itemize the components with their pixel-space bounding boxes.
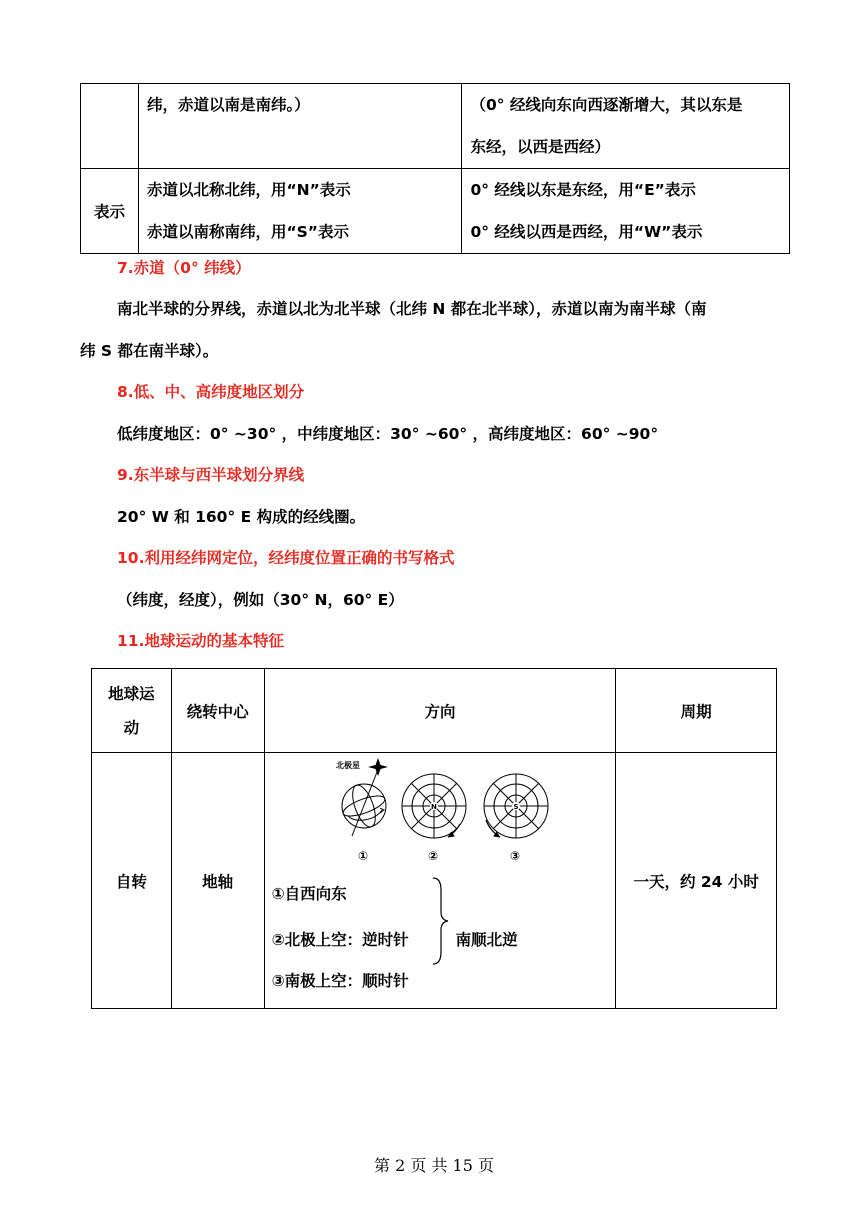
- header-center: 绕转中心: [171, 669, 264, 753]
- direction-item: ①自西向东: [271, 885, 347, 903]
- section-heading: 9.东半球与西半球划分界线: [117, 466, 305, 484]
- section-heading: 10.利用经纬网定位，经纬度位置正确的书写格式: [117, 549, 455, 567]
- rotation-figure: [336, 758, 556, 868]
- longitude-cell: [462, 169, 790, 254]
- section-text: 低纬度地区：0° ~30° ，中纬度地区：30° ~60° ，高纬度地区：60° ~90°: [117, 425, 659, 443]
- longitude-cell: [462, 84, 790, 169]
- table-row: [81, 169, 790, 254]
- earth-motion-table: [91, 668, 777, 1009]
- longitude-text-line1: （0° 经线向东向西逐渐增大，其以东是: [470, 96, 743, 114]
- section-heading: 8.低、中、高纬度地区划分: [117, 383, 305, 401]
- section-heading: 7.赤道（0° 纬线）: [117, 259, 251, 277]
- figure-number-1: ①: [357, 849, 368, 863]
- polaris-label: 北极星: [335, 761, 360, 770]
- page-footer: 第 2 页 共 15 页: [374, 1156, 494, 1175]
- latitude-cell: [138, 169, 462, 254]
- brace-note: 南顺北逆: [455, 931, 518, 949]
- latitude-text-line1: 赤道以北称北纬，用“N”表示: [146, 181, 351, 199]
- section-text: （纬度，经度），例如（30° N，60° E）: [117, 591, 404, 609]
- north-label: N: [430, 803, 437, 811]
- motion-cell: 自转: [92, 753, 172, 1009]
- header-period: 周期: [616, 669, 777, 753]
- south-label: S: [513, 803, 519, 811]
- figure-number-3: ③: [509, 849, 520, 863]
- lat-lon-table: [80, 83, 790, 254]
- tilted-globe: [340, 772, 386, 836]
- direction-item: ③南极上空：顺时针: [271, 972, 409, 990]
- table-header-row: [92, 669, 777, 753]
- latitude-cell: [138, 84, 462, 169]
- direction-cell: [264, 753, 616, 1009]
- polaris-star-icon: [368, 758, 388, 776]
- latitude-text-line2: 赤道以南称南纬，用“S”表示: [146, 223, 349, 241]
- empty-cell: [81, 84, 139, 169]
- direction-list: [266, 868, 615, 998]
- figure-number-2: ②: [427, 849, 438, 863]
- section-text: 纬 S 都在南半球）。: [80, 342, 219, 360]
- longitude-text-line1: 0° 经线以东是东经，用“E”表示: [470, 181, 696, 199]
- latitude-text: 纬，赤道以南是南纬。）: [146, 96, 310, 114]
- period-cell: 一天，约 24 小时: [616, 753, 777, 1009]
- direction-item: ②北极上空：逆时针: [271, 931, 409, 949]
- header-motion-line2: 动: [123, 718, 140, 737]
- section-heading: 11.地球运动的基本特征: [117, 632, 284, 650]
- section-text: 20° W 和 160° E 构成的经线圈。: [117, 508, 366, 526]
- center-cell: 地轴: [171, 753, 264, 1009]
- longitude-text-line2: 东经，以西是西经）: [470, 138, 610, 156]
- right-brace-icon: [431, 876, 451, 966]
- table-row: [92, 753, 777, 1009]
- row-label: 表示: [81, 169, 139, 254]
- table-row: [81, 84, 790, 169]
- longitude-text-line2: 0° 经线以西是西经，用“W”表示: [470, 223, 703, 241]
- header-direction: 方向: [264, 669, 616, 753]
- section-text: 南北半球的分界线，赤道以北为北半球（北纬 N 都在北半球），赤道以南为南半球（南: [117, 300, 707, 318]
- header-motion: [92, 669, 172, 753]
- header-motion-line1: 地球运: [108, 684, 155, 703]
